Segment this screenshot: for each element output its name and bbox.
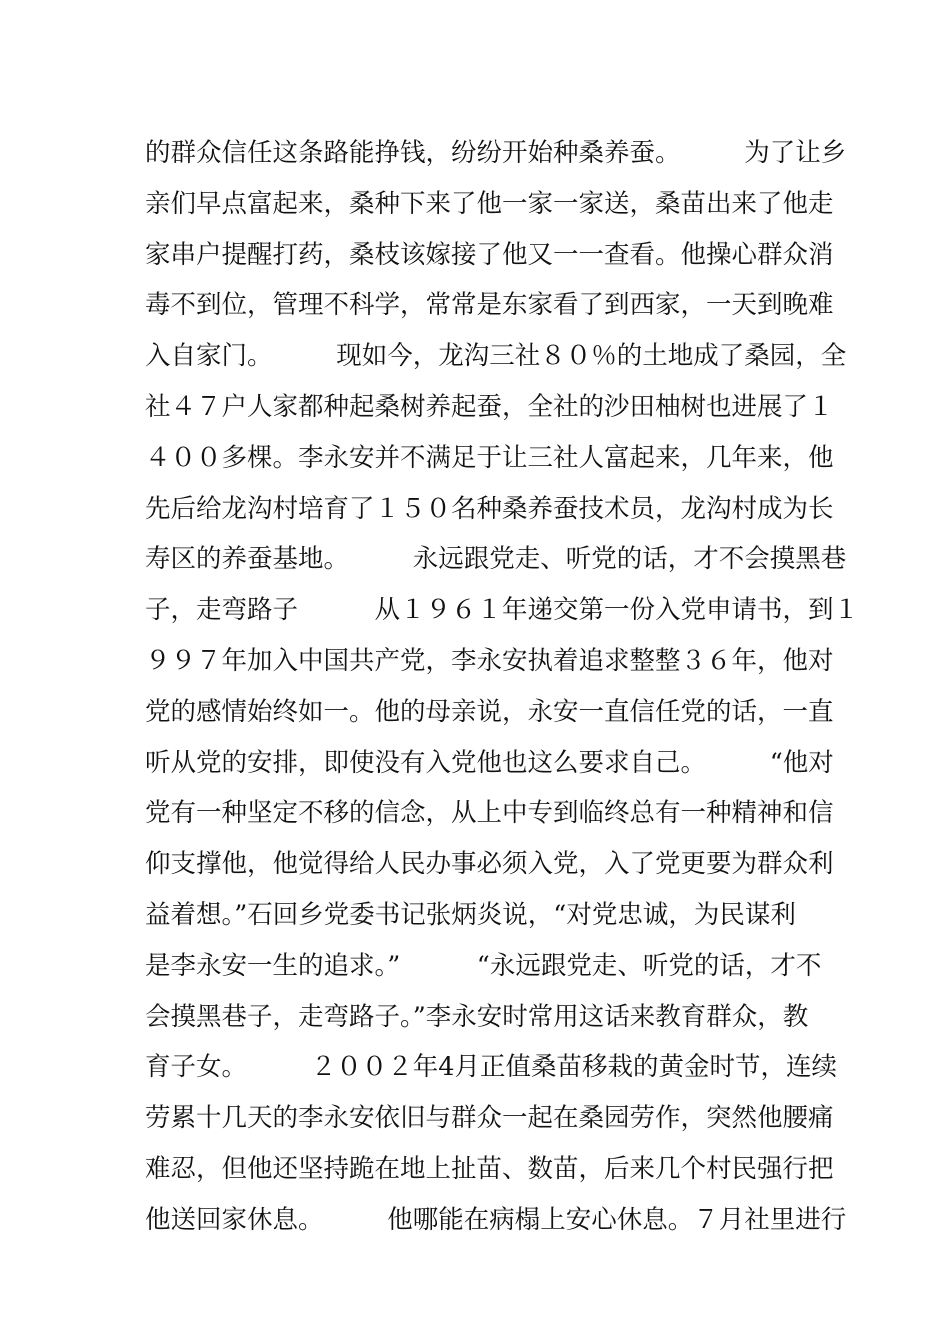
text-line: 寿区的养蚕基地。 永远跟党走、听党的话，才不会摸黑巷 <box>145 544 847 575</box>
text-line: ４００多棵。李永安并不满足于让三社人富起来，几年来，他 <box>145 442 834 473</box>
text-line: ９９７年加入中国共产党，李永安执着追求整整３６年，他对 <box>145 645 834 676</box>
text-line: 仰支撑他，他觉得给人民办事必须入党，入了党更要为群众利 <box>145 849 834 880</box>
text-line: 先后给龙沟村培育了１５０名种桑养蚕技术员，龙沟村成为长 <box>145 493 834 524</box>
text-line: 党有一种坚定不移的信念，从上中专到临终总有一种精神和信 <box>145 798 834 829</box>
text-line: 家串户提醒打药，桑枝该嫁接了他又一一查看。他操心群众消 <box>145 239 834 270</box>
text-line: 社４７户人家都种起桑树养起蚕，全社的沙田柚树也进展了１ <box>145 391 834 422</box>
text-line: 子，走弯路子 从１９６１年递交第一份入党申请书，到１ <box>145 595 860 626</box>
text-line: 党的感情始终如一。他的母亲说，永安一直信任党的话，一直 <box>145 696 834 727</box>
text-line: 亲们早点富起来，桑种下来了他一家一家送，桑苗出来了他走 <box>145 188 834 219</box>
body-text <box>145 128 860 1246</box>
text-line: 难忍，但他还坚持跪在地上扯苗、数苗，后来几个村民强行把 <box>145 1153 834 1184</box>
text-line: 听从党的安排，即使没有入党他也这么要求自己。 “他对 <box>145 747 834 778</box>
text-line: 是李永安一生的追求。” “永远跟党走、听党的话，才不 <box>145 950 822 981</box>
text-line: 入自家门。 现如今，龙沟三社８０％的土地成了桑园，全 <box>145 341 847 372</box>
text-line: 的群众信任这条路能挣钱，纷纷开始种桑养蚕。 为了让乡 <box>145 138 847 168</box>
text-line: 毒不到位，管理不科学，常常是东家看了到西家，一天到晚难 <box>145 290 834 321</box>
text-line: 会摸黑巷子，走弯路子。”李永安时常用这话来教育群众，教 <box>145 1001 809 1032</box>
text-line: 他送回家休息。 他哪能在病榻上安心休息。７月社里进行 <box>145 1204 847 1235</box>
text-line: 益着想。”石回乡党委书记张炳炎说，“对党忠诚，为民谋利 <box>145 899 796 930</box>
text-line: 育子女。 ２００２年4月正值桑苗移栽的黄金时节，连续 <box>145 1052 837 1083</box>
text-line: 劳累十几天的李永安依旧与群众一起在桑园劳作，突然他腰痛 <box>145 1103 834 1134</box>
